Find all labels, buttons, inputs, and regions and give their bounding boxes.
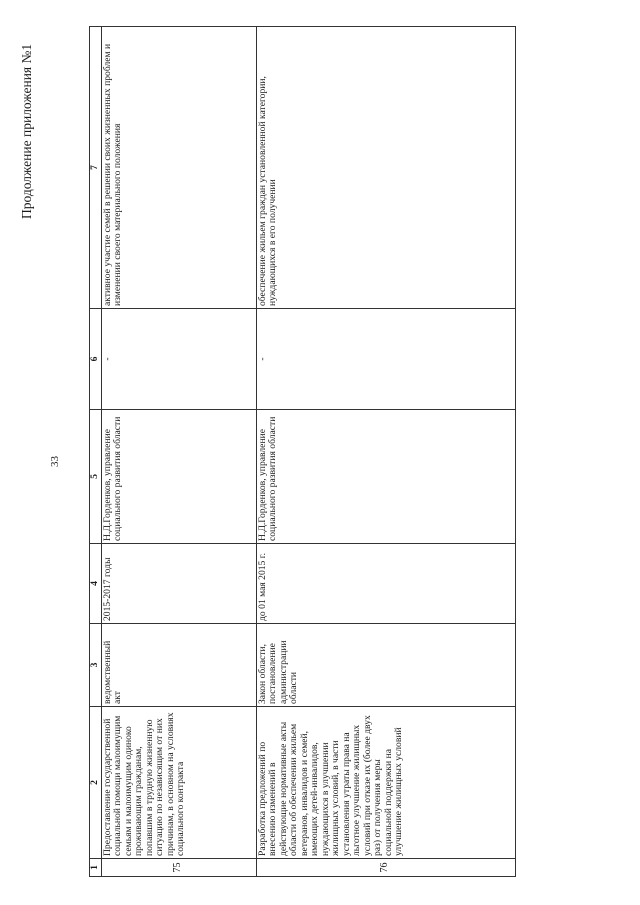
- column-header-3: 3: [90, 624, 102, 707]
- result-cell: обеспечение жильем граждан установленной категории, нуждающихся в его получении: [256, 27, 515, 309]
- table-row: [101, 27, 256, 877]
- term-cell: до 01 мая 2015 г.: [256, 544, 515, 624]
- column-header-1: 1: [90, 859, 102, 877]
- column-header-7: 7: [90, 27, 102, 309]
- term-cell: 2015-2017 годы: [101, 544, 256, 624]
- responsible-cell: Н.Д.Горденков, управление социального развития области: [256, 410, 515, 544]
- measures-table: [89, 26, 516, 877]
- column-header-5: 5: [90, 410, 102, 544]
- measure-cell: Предоставление государственной социальной помощи малоимущим семьям и малоимущим одиноко проживающим гражданам, попавшим в трудную жизненную ситуацию по независящим от них причинам, в основном на условиях социального контракта: [101, 707, 256, 859]
- row-number: 75: [101, 859, 256, 877]
- funding-cell: -: [101, 309, 256, 410]
- column-header-2: 2: [90, 707, 102, 859]
- column-number-row: [90, 27, 102, 877]
- measure-cell: Разработка предложений по внесению изменений в действующие нормативные акты области об обеспечении жильем ветеранов, инвалидов и семей, имеющих детей-инвалидов, нуждающихся в улучшении жилищных условий, в части установления утраты права на льготное улучшение жилищных условий при отказе их (более двух раз) от получения меры социальной поддержки на улучшение жилищных условий: [256, 707, 515, 859]
- responsible-cell: Н.Д.Горденков, управление социального развития области: [101, 410, 256, 544]
- act-cell: ведомственный акт: [101, 624, 256, 707]
- page-number: 33: [49, 456, 61, 467]
- rotated-content: [0, 27, 617, 877]
- table-row: [256, 27, 515, 877]
- act-cell: Закон области, постановление администрации области: [256, 624, 515, 707]
- row-number: 76: [256, 859, 515, 877]
- column-header-6: 6: [90, 309, 102, 410]
- result-cell: активное участие семей в решении своих жизненных проблем и изменении своего материального положения: [101, 27, 256, 309]
- funding-cell: -: [256, 309, 515, 410]
- continuation-heading: Продолжение приложения №1: [19, 43, 34, 219]
- column-header-4: 4: [90, 544, 102, 624]
